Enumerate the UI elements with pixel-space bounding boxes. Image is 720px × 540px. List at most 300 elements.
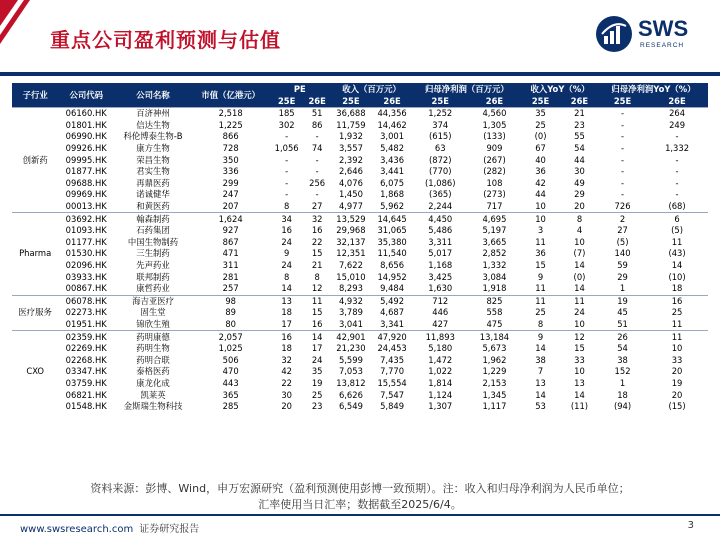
cell-name: 和黄医药	[136, 201, 170, 212]
cell-value: 15,010	[336, 271, 366, 282]
cell-value: 3,436	[380, 154, 405, 165]
cell-value: 13,529	[330, 213, 371, 225]
cell-value: 726	[614, 201, 631, 212]
cell-value: 25	[671, 307, 683, 318]
cell-value: 49	[574, 177, 585, 188]
table-row	[12, 248, 708, 260]
cell-value: 14	[574, 283, 585, 294]
cell-value: 32	[304, 213, 330, 225]
cell-value: -	[285, 166, 289, 177]
cell-value: (11)	[570, 401, 589, 412]
cell-value: 1,962	[482, 354, 507, 365]
cell-value: -	[675, 154, 679, 165]
cell-value: 558	[486, 307, 503, 318]
cell-value: 5,486	[428, 225, 453, 236]
cell-value: 16	[311, 318, 323, 329]
cell-value: 14,645	[372, 213, 413, 225]
cell-value: 20	[671, 389, 683, 400]
cell-value: 471	[222, 248, 239, 259]
cell-value: 866	[222, 131, 239, 142]
cell-name: 再鼎医药	[136, 177, 170, 188]
cell-value: 25	[535, 119, 546, 130]
cell-value: 2,852	[482, 248, 507, 259]
table-row	[12, 178, 708, 190]
cell-value: 475	[486, 318, 503, 329]
cell-value: 3,001	[380, 131, 405, 142]
cell-code: 03759.HK	[65, 377, 107, 388]
cell-value: 1,168	[428, 260, 453, 271]
cell-value: 7,622	[338, 260, 363, 271]
logo-text: SWS	[638, 16, 689, 41]
cell-name: 诺诚健华	[136, 189, 170, 200]
cell-value: 185	[269, 108, 304, 120]
cell-value: 207	[222, 201, 239, 212]
cell-name: 信达生物	[136, 119, 170, 130]
cell-value: 285	[222, 401, 239, 412]
cell-value: 11	[535, 236, 546, 247]
cell-name: 固生堂	[140, 307, 166, 318]
cell-value: 8	[314, 271, 320, 282]
col-np-26e: 26E	[468, 95, 521, 108]
cell-value: 16	[269, 331, 304, 343]
cell-value: 13	[535, 377, 546, 388]
cell-value: -	[599, 108, 646, 120]
cell-value: -	[621, 154, 625, 165]
cell-value: 506	[222, 354, 239, 365]
cell-value: 1,932	[338, 131, 363, 142]
cell-code: 02096.HK	[65, 260, 107, 271]
cell-value: 14	[281, 283, 292, 294]
cell-name: 三生制药	[136, 248, 170, 259]
cell-value: (133)	[483, 131, 506, 142]
col-revenue-yoy: 收入YoY（%）	[521, 83, 599, 95]
cell-value: 89	[225, 307, 236, 318]
cell-value: 15	[311, 248, 323, 259]
cell-value: (770)	[428, 166, 452, 177]
cell-value: 7,547	[380, 389, 405, 400]
cell-value: (0)	[573, 271, 586, 282]
cell-value: 20	[671, 366, 683, 377]
footer-divider	[0, 514, 720, 516]
col-name: 公司名称	[114, 83, 192, 108]
cell-value: 86	[311, 119, 323, 130]
cell-value: 51	[304, 108, 330, 120]
cell-value: 108	[486, 177, 503, 188]
cell-value: 256	[309, 177, 326, 188]
cell-value: 3,084	[482, 271, 507, 282]
cell-value: 3,665	[482, 236, 507, 247]
cell-value: 2,392	[338, 154, 363, 165]
cell-value: 53	[535, 401, 546, 412]
cell-value: 19	[671, 377, 683, 388]
cell-value: 16	[281, 225, 292, 236]
cell-value: -	[621, 131, 625, 142]
cell-value: 38	[617, 354, 628, 365]
cell-value: 1,345	[482, 389, 507, 400]
cell-value: 3,341	[380, 318, 405, 329]
cell-value: 11	[304, 295, 330, 307]
cell-value: 11,540	[377, 248, 407, 259]
cell-value: 80	[225, 318, 236, 329]
cell-name: 药明生物	[136, 343, 170, 354]
cell-name: 海吉亚医疗	[114, 295, 192, 307]
cell-value: 13	[269, 295, 304, 307]
cell-code: 01177.HK	[65, 236, 107, 247]
cell-name: 泰格医药	[136, 366, 170, 377]
cell-name: 中国生物制药	[127, 236, 179, 247]
header-divider	[0, 72, 720, 76]
cell-value: 1,868	[380, 189, 405, 200]
cell-code: 03347.HK	[65, 366, 107, 377]
col-revyoy-26e: 26E	[560, 95, 599, 108]
col-revyoy-25e: 25E	[521, 95, 560, 108]
cell-value: 443	[222, 377, 239, 388]
cell-value: 47,920	[372, 331, 413, 343]
cell-value: 6,549	[338, 401, 363, 412]
page-number: 3	[687, 520, 694, 531]
cell-value: -	[675, 177, 679, 188]
cell-value: 5,180	[428, 343, 453, 354]
cell-value: 11,759	[336, 119, 366, 130]
cell-value: 26	[599, 331, 646, 343]
cell-name: 君实生物	[136, 166, 170, 177]
cell-value: 35	[521, 108, 560, 120]
cell-value: 909	[486, 143, 503, 154]
cell-value: 374	[432, 119, 449, 130]
cell-value: 20	[574, 201, 585, 212]
cell-name: 翰森制药	[114, 213, 192, 225]
cell-value: 8	[283, 201, 290, 212]
cell-value: 44	[574, 154, 585, 165]
col-pe-26e: 26E	[304, 95, 330, 108]
cell-value: 54	[617, 343, 628, 354]
cell-value: 36	[535, 248, 546, 259]
cell-value: 5,482	[380, 143, 405, 154]
cell-value: 24	[311, 354, 323, 365]
col-np-25e: 25E	[413, 95, 468, 108]
cell-value: 3	[537, 225, 544, 236]
cell-value: 1,022	[428, 366, 453, 377]
cell-value: 2,646	[338, 166, 363, 177]
cell-value: 67	[535, 143, 546, 154]
cell-value: 1,117	[482, 401, 507, 412]
table-row	[12, 120, 708, 132]
cell-value: 2,057	[192, 331, 269, 343]
cell-value: 13,812	[336, 377, 366, 388]
cell-value: 7,435	[380, 354, 405, 365]
cell-value: 7	[537, 366, 544, 377]
footer-site	[20, 520, 199, 535]
cell-value: 33	[671, 354, 683, 365]
cell-name: 联邦制药	[136, 271, 170, 282]
cell-value: 6,626	[338, 389, 363, 400]
cell-value: 18	[281, 307, 292, 318]
cell-code: 03933.HK	[65, 271, 107, 282]
cell-value: 17	[311, 343, 323, 354]
cell-value: 470	[222, 366, 239, 377]
cell-value: 51	[617, 318, 628, 329]
sector-label: Pharma	[12, 213, 58, 295]
cell-value: -	[285, 189, 289, 200]
cell-value: 3,425	[428, 271, 453, 282]
cell-name: 科伦博泰生物-B	[123, 131, 183, 142]
table-row	[12, 295, 708, 307]
cell-code: 02268.HK	[65, 354, 107, 365]
cell-value: 18	[671, 283, 683, 294]
cell-code: 02359.HK	[58, 331, 114, 343]
cell-value: 3,441	[380, 166, 405, 177]
col-mcap: 市值（亿港元）	[192, 83, 269, 108]
cell-value: -	[315, 166, 319, 177]
cell-value: 30	[281, 389, 292, 400]
cell-value: 1,450	[338, 189, 363, 200]
cell-value: 299	[222, 177, 239, 188]
cell-name: 康方生物	[136, 143, 170, 154]
cell-code: 09995.HK	[65, 154, 107, 165]
cell-value: 19	[599, 295, 646, 307]
cell-value: 1,814	[428, 377, 453, 388]
cell-value: 16	[646, 295, 708, 307]
cell-value: 8	[560, 213, 599, 225]
cell-value: 2,153	[482, 377, 507, 388]
cell-value: 15	[574, 343, 585, 354]
cell-value: 29,968	[336, 225, 366, 236]
cell-value: 27	[617, 225, 628, 236]
cell-value: 1,472	[428, 354, 453, 365]
cell-value: 12	[560, 331, 599, 343]
cell-value: 825	[468, 295, 521, 307]
cell-value: 17	[281, 318, 292, 329]
table-row	[12, 237, 708, 249]
cell-value: 867	[222, 236, 239, 247]
cell-value: 42	[535, 177, 546, 188]
cell-value: 55	[574, 131, 585, 142]
cell-code: 02269.HK	[65, 343, 107, 354]
cell-value: -	[675, 189, 679, 200]
cell-value: 247	[222, 189, 239, 200]
cell-value: 10	[574, 318, 585, 329]
table-row	[12, 331, 708, 343]
cell-value: 365	[222, 389, 239, 400]
cell-code: 09688.HK	[65, 177, 107, 188]
table-row	[12, 225, 708, 237]
cell-name: 康龙化成	[136, 377, 170, 388]
cell-value: 23	[574, 119, 585, 130]
cell-value: -	[315, 154, 319, 165]
sws-logo	[594, 14, 704, 56]
cell-value: 44	[535, 189, 546, 200]
cell-value: 4	[576, 225, 583, 236]
cell-value: 257	[222, 283, 239, 294]
cell-value: 11	[521, 295, 560, 307]
cell-value: 927	[222, 225, 239, 236]
table-row	[12, 213, 708, 225]
cell-name: 石药集团	[136, 225, 170, 236]
cell-value: 12	[311, 283, 323, 294]
cell-value: 7,053	[338, 366, 363, 377]
table-row	[12, 201, 708, 213]
cell-code: 00867.HK	[65, 283, 107, 294]
cell-value: 5,017	[428, 248, 453, 259]
cell-code: 00013.HK	[65, 201, 107, 212]
cell-value: 281	[222, 271, 239, 282]
cell-code: 02273.HK	[65, 307, 107, 318]
cell-value: 29	[617, 271, 628, 282]
cell-code: 06078.HK	[58, 295, 114, 307]
cell-value: 14	[574, 389, 585, 400]
table-row	[12, 389, 708, 401]
cell-value: 10	[521, 213, 560, 225]
table-row	[12, 307, 708, 319]
cell-value: 8	[537, 318, 544, 329]
cell-value: 3,041	[338, 318, 363, 329]
sector-label: CXO	[12, 331, 58, 413]
cell-value: 11	[646, 331, 708, 343]
cell-value: 40	[535, 154, 546, 165]
cell-value: 311	[222, 260, 239, 271]
cell-value: (10)	[668, 271, 686, 282]
cell-code: 01093.HK	[65, 225, 107, 236]
cell-value: 2	[599, 213, 646, 225]
cell-value: 27	[311, 201, 323, 212]
table-row	[12, 131, 708, 143]
cell-code: 01548.HK	[65, 401, 107, 412]
cell-value: 98	[192, 295, 269, 307]
cell-value: 5,197	[482, 225, 507, 236]
cell-value: 9	[283, 248, 290, 259]
footer-label: 证券研究报告	[139, 524, 200, 535]
cell-value: 11,893	[413, 331, 468, 343]
cell-value: 1,252	[413, 108, 468, 120]
cell-value: 35,380	[377, 236, 407, 247]
cell-value: 44,356	[372, 108, 413, 120]
cell-value: 4,076	[338, 177, 363, 188]
table-row	[12, 166, 708, 178]
cell-value: 15	[535, 260, 546, 271]
table-row	[12, 343, 708, 355]
cell-value: 16	[311, 225, 323, 236]
cell-value: -	[621, 177, 625, 188]
col-net-profit-yoy: 归母净利润YoY（%）	[599, 83, 708, 95]
cell-value: 32,137	[336, 236, 366, 247]
cell-value: 728	[222, 143, 239, 154]
footnote-source: 资料来源：彭博、Wind，申万宏源研究（盈利预测使用彭博一致预期）。注：收入和归母净利润为人民币单位；	[90, 482, 630, 495]
cell-value: 4,560	[468, 108, 521, 120]
cell-value: 9	[537, 271, 544, 282]
cell-value: 34	[269, 213, 304, 225]
cell-value: 14	[304, 331, 330, 343]
cell-value: 7,770	[380, 366, 405, 377]
cell-value: 427	[432, 318, 449, 329]
table-row	[12, 189, 708, 201]
col-revenue: 收入（百万元）	[330, 83, 412, 95]
page-title: 重点公司盈利预测与估值	[50, 28, 281, 52]
cell-value: 4,687	[380, 307, 405, 318]
table-row	[12, 143, 708, 155]
cell-value: 24,453	[377, 343, 407, 354]
cell-value: 712	[413, 295, 468, 307]
cell-value: 19	[311, 377, 323, 388]
col-sector: 子行业	[12, 83, 58, 108]
col-code: 公司代码	[58, 83, 114, 108]
cell-value: (872)	[428, 154, 452, 165]
table-row	[12, 154, 708, 166]
table-row	[12, 378, 708, 390]
cell-value: 36	[535, 166, 546, 177]
cell-value: 42	[281, 366, 292, 377]
cell-value: 13,184	[468, 331, 521, 343]
cell-value: 140	[614, 248, 631, 259]
cell-value: 10	[671, 343, 683, 354]
cell-name: 锦欣生殖	[136, 318, 170, 329]
cell-value: -	[315, 189, 319, 200]
cell-value: 33	[574, 354, 585, 365]
col-rev-25e: 25E	[330, 95, 371, 108]
cell-value: 1,630	[428, 283, 453, 294]
cell-value: 249	[669, 119, 686, 130]
cell-value: 29	[574, 189, 585, 200]
cell-name: 凯莱英	[140, 389, 166, 400]
cell-value: 15,554	[377, 377, 407, 388]
cell-value: -	[285, 177, 289, 188]
cell-value: 4,450	[413, 213, 468, 225]
cell-value: 63	[434, 143, 446, 154]
col-pe: PE	[269, 83, 330, 95]
cell-value: 15	[311, 307, 323, 318]
logo-subtext: RESEARCH	[640, 42, 685, 49]
table-row	[12, 354, 708, 366]
cell-value: 1,229	[482, 366, 507, 377]
cell-value: 74	[311, 143, 323, 154]
cell-value: 264	[646, 108, 708, 120]
cell-code: 09926.HK	[65, 143, 107, 154]
cell-value: 54	[574, 143, 585, 154]
cell-value: 1,332	[665, 143, 690, 154]
cell-value: 3,311	[428, 236, 453, 247]
cell-value: (94)	[613, 401, 632, 412]
table-row	[12, 271, 708, 283]
col-npyoy-26e: 26E	[646, 95, 708, 108]
table-row	[12, 260, 708, 272]
cell-value: -	[315, 131, 319, 142]
cell-code: 06160.HK	[58, 108, 114, 120]
cell-name: 药明合联	[136, 354, 170, 365]
cell-value: 21,230	[336, 343, 366, 354]
cell-code: 06990.HK	[65, 131, 107, 142]
footer-site-link[interactable]: www.swsresearch.com	[20, 524, 134, 535]
cell-value: 2,518	[192, 108, 269, 120]
cell-value: 1,056	[274, 143, 299, 154]
cell-value: 18	[281, 343, 292, 354]
cell-value: 5,599	[338, 354, 363, 365]
cell-value: 1,124	[428, 389, 453, 400]
cell-value: 25	[535, 307, 546, 318]
cell-value: -	[621, 143, 625, 154]
valuation-table	[12, 83, 708, 412]
cell-value: (615)	[428, 131, 452, 142]
table-row	[12, 108, 708, 120]
cell-value: -	[621, 166, 625, 177]
cell-value: 14	[574, 260, 585, 271]
cell-name: 先声药业	[136, 260, 170, 271]
table-row	[12, 283, 708, 295]
cell-value: (1,086)	[424, 177, 456, 188]
cell-value: 1,225	[218, 119, 243, 130]
cell-value: -	[675, 166, 679, 177]
cell-value: 32	[281, 354, 292, 365]
cell-value: 20	[281, 401, 292, 412]
cell-value: 14	[535, 343, 546, 354]
